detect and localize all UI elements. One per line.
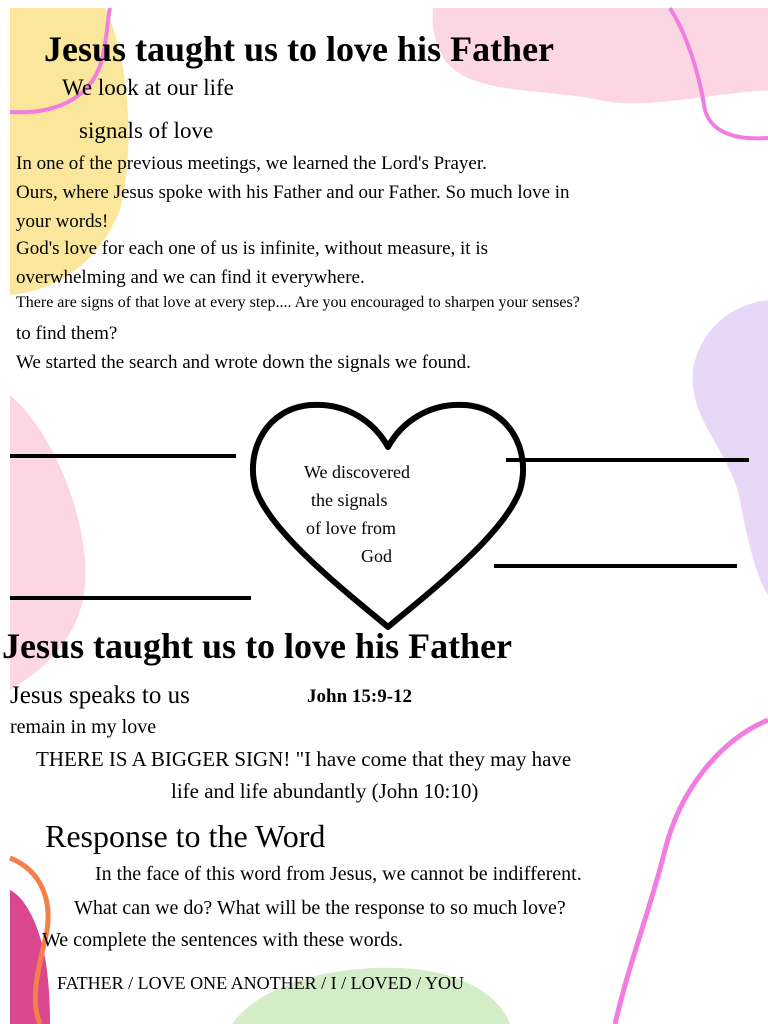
- heart-text-line: We discovered: [304, 462, 411, 482]
- response-line: We complete the sentences with these words.: [42, 929, 404, 951]
- bigger-sign-line: THERE IS A BIGGER SIGN! "I have come that they may have: [36, 747, 572, 771]
- page-title: Jesus taught us to love his Father: [44, 29, 555, 69]
- scripture-reference: John 15:9-12: [307, 686, 413, 707]
- response-line: In the face of this word from Jesus, we cannot be indifferent.: [95, 863, 582, 885]
- subtitle-jesus-speaks: Jesus speaks to us: [10, 682, 190, 709]
- paragraph-line: to find them?: [16, 323, 118, 344]
- heading-signals-of-love: signals of love: [79, 118, 214, 143]
- response-line: What can we do? What will be the response to so much love?: [74, 897, 566, 919]
- paragraph-line: There are signs of that love at every step.... Are you encouraged to sharpen your senses?: [16, 294, 580, 311]
- answer-line[interactable]: [10, 596, 251, 600]
- heart-text-line: of love from: [306, 518, 396, 538]
- heart-outline: [253, 405, 523, 627]
- answer-line[interactable]: [10, 454, 236, 458]
- heart-text-line: the signals: [311, 490, 388, 510]
- paragraph-line: We started the search and wrote down the signals we found.: [16, 352, 471, 373]
- paragraph-line: God's love for each one of us is infinite, without measure, it is: [16, 238, 488, 259]
- bigger-sign-line: life and life abundantly (John 10:10): [171, 779, 479, 803]
- paragraph-line: your words!: [16, 211, 109, 232]
- paragraph-line: In one of the previous meetings, we learned the Lord's Prayer.: [16, 153, 487, 174]
- section-title: Jesus taught us to love his Father: [2, 626, 513, 666]
- paragraph-line: Ours, where Jesus spoke with his Father and our Father. So much love in: [16, 182, 570, 203]
- word-bank: FATHER / LOVE ONE ANOTHER / I / LOVED / YOU: [57, 973, 464, 993]
- answer-line[interactable]: [494, 564, 737, 568]
- quote-remain-in-love: remain in my love: [10, 716, 157, 738]
- deep-pink-blob: [10, 890, 50, 1024]
- answer-line[interactable]: [506, 458, 749, 462]
- subtitle-look-at-life: We look at our life: [62, 75, 234, 100]
- paragraph-line: overwhelming and we can find it everywhere.: [16, 267, 365, 288]
- magenta-curve-bottom-right: [615, 720, 768, 1024]
- response-heading: Response to the Word: [45, 818, 326, 854]
- heart-text-line: God: [361, 546, 392, 566]
